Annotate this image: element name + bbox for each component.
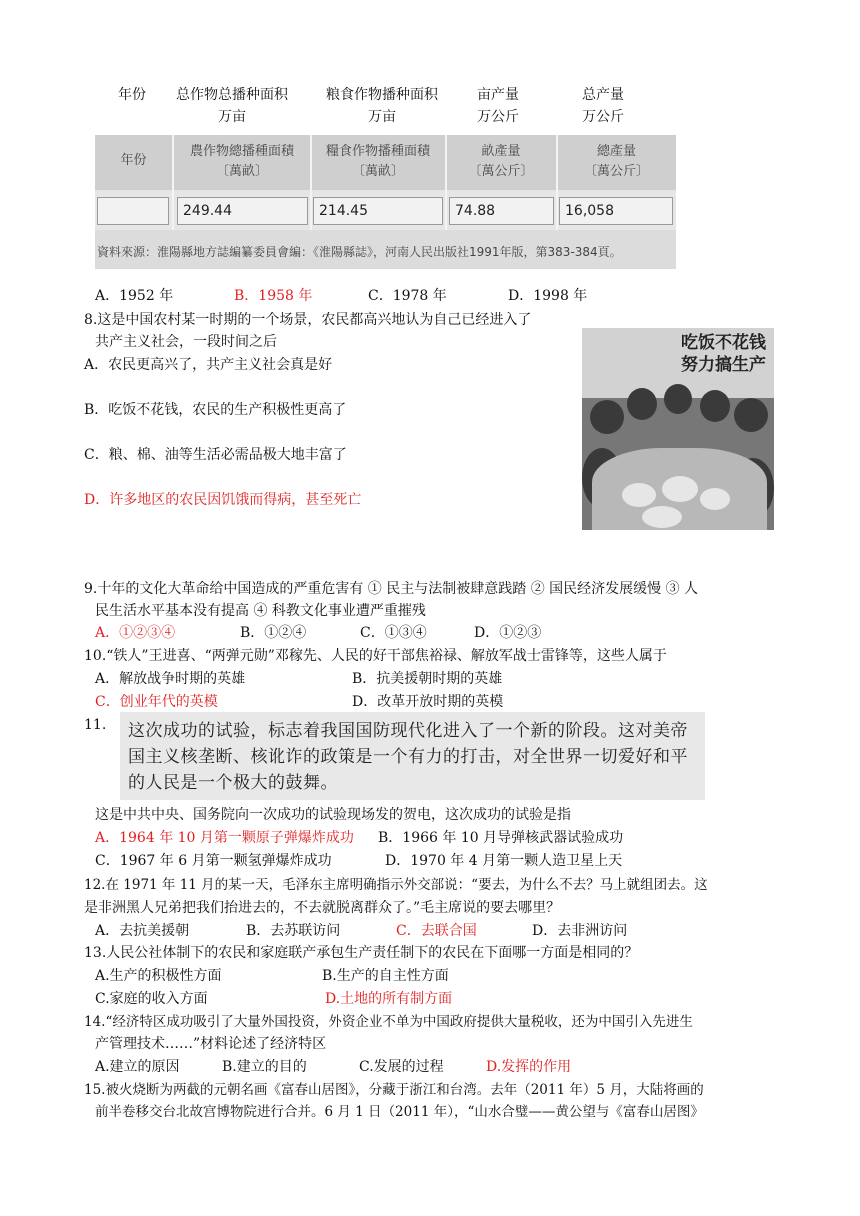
- q14-option-a: A.建立的原因: [95, 1059, 180, 1075]
- q12-option-b: B．去苏联访问: [246, 923, 341, 939]
- q11-option-c: C．1967 年 6 月第一颗氢弹爆炸成功: [95, 853, 332, 869]
- scan-divider: [445, 135, 447, 230]
- q13-option-c: C.家庭的收入方面: [95, 991, 208, 1007]
- header-total-area-label: 总作物总播种面积: [176, 87, 288, 103]
- q14-stem-line2: 产管理技术……”材料论述了经济特区: [95, 1036, 327, 1052]
- scan-header-label: 糧食作物播種面積: [325, 144, 430, 159]
- q14-option-d: D.发挥的作用: [486, 1059, 572, 1075]
- scan-header-unit: 〔萬公斤〕: [468, 164, 534, 179]
- q13-stem: 13.人民公社体制下的农民和家庭联产承包生产责任制下的农民在下面哪一方面是相同的？: [84, 945, 639, 961]
- q11-number: 11.: [84, 717, 107, 733]
- header-grain-area-unit: 万亩: [368, 109, 396, 125]
- photo-plate: [622, 483, 656, 507]
- q10-option-a: A．解放战争时期的英雄: [95, 671, 246, 687]
- q7-option-c: C．1978 年: [368, 288, 447, 304]
- q7-option-d: D．1998 年: [508, 288, 588, 304]
- q14-option-b: B.建立的目的: [222, 1059, 307, 1075]
- scan-header-unit: 〔萬畝〕: [351, 164, 404, 179]
- q14-stem-line1: 14.“经济特区成功吸引了大量外国投资，外资企业不单为中国政府提供大量税收，还为中国引入先进生: [84, 1014, 693, 1030]
- photo-person: [664, 384, 692, 414]
- scan-header-year: 年份: [120, 153, 147, 168]
- photo-plate: [662, 476, 698, 502]
- q12-option-c: C．去联合国: [396, 923, 477, 939]
- q14-option-c: C.发展的过程: [359, 1059, 444, 1075]
- scan-header-label: 畝產量: [481, 144, 521, 159]
- scan-header-yield: [448, 142, 554, 182]
- q13-option-b: B.生产的自主性方面: [322, 968, 449, 984]
- q9-option-c: C．①③④: [360, 625, 427, 641]
- q7-option-b: B．1958 年: [234, 288, 313, 304]
- scan-divider: [556, 135, 558, 230]
- q8-stem-line2: 共产主义社会，一段时间之后: [95, 334, 277, 350]
- header-grain-area: [318, 84, 446, 128]
- q11-option-b: B．1966 年 10 月导弹核武器试验成功: [378, 830, 624, 846]
- header-year: 年份: [118, 87, 146, 103]
- photo-person: [590, 400, 624, 434]
- q8-option-d: D．许多地区的农民因饥饿而得病，甚至死亡: [84, 492, 362, 508]
- scan-cell-total-output: 16,058: [559, 197, 673, 225]
- header-grain-area-label: 粮食作物播种面积: [326, 87, 438, 103]
- q11-telegram-quote: 这次成功的试验，标志着我国国防现代化进入了一个新的阶段。这对美帝国主义核垄断、核讹诈的政策是一个有力的打击，对全世界一切爱好和平的人民是一个极大的鼓舞。: [120, 712, 705, 800]
- photo-plate: [700, 488, 730, 510]
- header-total-area: [168, 84, 296, 128]
- q10-option-d: D．改革开放时期的英模: [352, 694, 504, 710]
- q10-stem: 10.“铁人”王进喜、“两弹元勋”邓稼先、人民的好干部焦裕禄、解放军战士雷锋等，这些人属于: [84, 648, 667, 664]
- q11-option-a: A．1964 年 10 月第一颗原子弹爆炸成功: [95, 830, 354, 846]
- scan-header-total-output: [559, 142, 674, 182]
- scan-cell-total-area: 249.44: [177, 197, 308, 225]
- photo-plate: [642, 506, 682, 528]
- header-total-output-unit: 万公斤: [582, 109, 624, 125]
- header-yield-label: 亩产量: [477, 87, 519, 103]
- scan-header-label: 農作物總播種面積: [189, 144, 294, 159]
- scan-cell-grain-area: 214.45: [313, 197, 443, 225]
- q12-stem-line1: 12.在 1971 年 11 月的某一天，毛泽东主席明确指示外交部说：“要去，为什么不去？马上就组团去。这: [84, 877, 708, 893]
- header-total-area-unit: 万亩: [218, 109, 246, 125]
- q7-option-a: A．1952 年: [95, 288, 174, 304]
- commune-canteen-photo: [582, 328, 774, 530]
- header-yield: [470, 84, 526, 128]
- scan-divider: [310, 135, 312, 230]
- scan-divider: [172, 135, 174, 230]
- photo-person: [627, 388, 657, 420]
- photo-person: [734, 398, 768, 432]
- q9-stem-line2: 民生活水平基本没有提高 ④ 科教文化事业遭严重摧残: [95, 603, 426, 619]
- q11-option-d: D．1970 年 4 月第一颗人造卫星上天: [385, 853, 623, 869]
- q12-stem-line2: 是非洲黑人兄弟把我们抬进去的，不去就脱离群众了。”毛主席说的要去哪里？: [84, 900, 561, 916]
- q13-option-d: D.土地的所有制方面: [325, 991, 453, 1007]
- q12-option-a: A．去抗美援朝: [95, 923, 190, 939]
- header-total-output: [574, 84, 632, 128]
- scan-header-unit: 〔萬畝〕: [215, 164, 268, 179]
- scan-header-grain-area: [313, 142, 443, 182]
- photo-slogan-line2: 努力搞生产: [681, 355, 766, 375]
- q8-stem-line1: 8.这是中国农村某一时期的一个场景，农民都高兴地认为自己已经进入了: [84, 312, 532, 328]
- scan-header-label: 總產量: [596, 144, 636, 159]
- q9-stem-line1: 9.十年的文化大革命给中国造成的严重危害有 ① 民主与法制被肆意践踏 ② 国民经济发展缓慢 ③ 人: [84, 581, 699, 597]
- q12-option-d: D．去非洲访问: [532, 923, 628, 939]
- scan-header-total-area: [175, 142, 309, 182]
- q8-option-a: A．农民更高兴了，共产主义社会真是好: [84, 357, 333, 373]
- photo-slogan: [681, 332, 766, 376]
- q8-option-c: C．粮、棉、油等生活必需品极大地丰富了: [84, 447, 347, 463]
- header-yield-unit: 万公斤: [477, 109, 519, 125]
- header-total-output-label: 总产量: [582, 87, 624, 103]
- scanned-table-image: [95, 135, 676, 269]
- q13-option-a: A.生产的积极性方面: [95, 968, 222, 984]
- scan-cell-year: [97, 197, 169, 225]
- scan-cell-yield: 74.88: [449, 197, 554, 225]
- q15-line1: 15.被火烧断为两截的元朝名画《富春山居图》，分藏于浙江和台湾。去年（2011 年）5 月，大陆将画的: [84, 1082, 704, 1098]
- q9-option-b: B．①②④: [240, 625, 307, 641]
- scan-source-note: 資料來源：淮陽縣地方誌編纂委員會編：《淮陽縣誌》，河南人民出版社1991年版，第383-384頁。: [97, 245, 622, 259]
- q10-option-c: C．创业年代的英模: [95, 694, 218, 710]
- photo-slogan-line1: 吃饭不花钱: [681, 333, 766, 353]
- q11-stem: 这是中共中央、国务院向一次成功的试验现场发的贺电，这次成功的试验是指: [95, 807, 571, 823]
- q9-option-d: D．①②③: [474, 625, 542, 641]
- q15-line2: 前半卷移交台北故宫博物院进行合并。6 月 1 日（2011 年），“山水合璧——黄公望与《富春山居图》: [95, 1104, 704, 1120]
- scan-header-unit: 〔萬公斤〕: [583, 164, 649, 179]
- q8-option-b: B．吃饭不花钱，农民的生产积极性更高了: [84, 402, 347, 418]
- q10-option-b: B．抗美援朝时期的英雄: [352, 671, 503, 687]
- q9-option-a: A．①②③④: [95, 625, 176, 641]
- photo-person: [700, 390, 730, 422]
